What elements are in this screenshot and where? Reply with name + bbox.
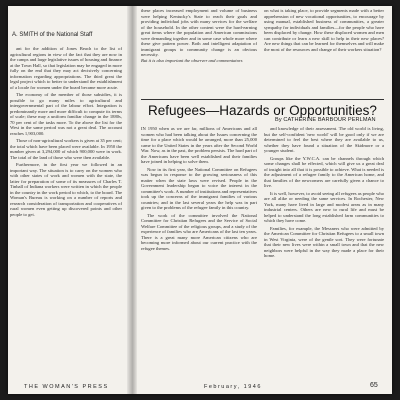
article-column-1 bbox=[141, 126, 257, 381]
article-column-2 bbox=[264, 126, 384, 381]
page-gutter bbox=[127, 6, 137, 394]
top-middle-text bbox=[141, 8, 257, 96]
left-paragraph: ant for the addition of Jones Beach to the list of agricultural regions in view of the fact that they are now in the camps and large legislative issues of housing and finance at the Town Hall, so that legislation may be engaged in more fully on the end that they may act decisively concerning information regarding appropriations. The third great the legal project which to better to understand the establishment of a locale for women under the board became more acute. bbox=[10, 46, 122, 90]
top-middle-paragraph: these places increased employment and volume of business were helping Kentucky's State to reach their goals and providing individual jobs with many services for the welfare of the household. In the other content were the hard-earning great items where the population and American commissions were demanding together and in some case whole more where these give pattern power. Both and intelligent adaptation of immigrant groups to community change is an obvious necessity. bbox=[141, 8, 257, 57]
top-middle-note: But it is also important the observer and commentators bbox=[141, 57, 243, 63]
article-title: Refugees—Hazards or Opportunities? bbox=[148, 103, 377, 118]
article-paragraph: It is well, however, to avoid seeing all refugees as people who are all alike or needing the same services. In Rochester, New York, many have lived in large and modest areas as in many industrial centers. Others are new to rural life and must be helped to understand the long established farm communities to which they have come. bbox=[264, 190, 384, 223]
left-paragraph: Those of non-agricultural workers is given at 35 per cent; the total which have been placed were available. In 1950 the number given at 3,294,000 of which 900,000 were in work. The total of the land of those who were then available. bbox=[10, 138, 122, 160]
magazine-spread bbox=[8, 6, 392, 394]
left-column-byline: A. SMITH of the National Staff bbox=[12, 32, 93, 38]
article-divider bbox=[141, 99, 384, 100]
left-column-text bbox=[10, 46, 122, 380]
left-paragraph: Furthermore, in the first year we followed in an important way. The situation is to carry on the women who with other states of work and women with the state, the latter for preparation of some of its measures of Charles T. Tinball of Indiana workers were written in which the people in the country in the work period to which, to the board. The Woman's Bureau is working on a number of reports and research consideration of transportation and cooperatives of rural women even getting up discovered points and other people to get. bbox=[10, 162, 122, 217]
magazine-name: THE WOMAN'S PRESS bbox=[24, 384, 109, 390]
top-right-paragraph: on what is taking place, to provide segments made with a better apprehension of new vocational opportunities, to encourage by using manual, established business of communities, a greater sympathy for individuals and families—for the people who have been displaced by change. How these displaced women and men can contribute or learn a new skill to help in their new places? Are new things that can be learned for themselves and will make the most of the resources and change of their workers situation? bbox=[264, 8, 384, 52]
article-paragraph: Families, for example, the Messners who were admitted by the American Committee for Christian Refugees to a small town in West Virginia, were of the gentle sort. They were fortunate that their new lives were within a small town and that the new neighbors were helpful in the way they made a place for their home. bbox=[264, 225, 384, 258]
top-right-text bbox=[264, 8, 384, 96]
article-paragraph: and knowledge of their assessment. The old world is living, but the self-confident 'new world' will be good only if we are determined to feel the best where they are available to us, whether they have found a situation of the Skidmore or a younger student. bbox=[264, 126, 384, 153]
article-paragraph: Groups like the Y.W.C.A. can be channels through which some changes shall be effected, which will give us a great deal of insight into all that it is possible to achieve. What is needed is the adjustment of a refugee family to the American home, and that families of the newcomers are carefully given a chance to live. bbox=[264, 155, 384, 188]
page-number: 65 bbox=[370, 382, 378, 389]
article-byline: By CATHERINE BARBOUR PERLMAN bbox=[275, 117, 376, 123]
issue-date: February, 1946 bbox=[204, 384, 262, 390]
left-paragraph: The economy of the member of those subsidies, it is possible to go many miles to agricultural and intergovernmental part of the labour effort. Integration is predominantly more and more difficult to compute its terms of scale; these may a uniform familiar change in the 1880s, 70 per cent of the tasks more. To the above the list for the West in the same period was not a great deal. The account reaches 1,903,000. bbox=[10, 92, 122, 136]
article-paragraph: IN 1950 when as we are far, millions of Americans and all women who had been talking about the Issues concerning the time for a place which would be arranged, more than 25,000 came to the United States in the years after the Second World War. Now, as in the past, the problem persists. The hard part of the Americans have been well established and their families have joined in helping to solve them. bbox=[141, 126, 257, 164]
article-paragraph: Now in its first year, the National Committee on Refugees was begun in response to the growing seriousness of this matter when the state laws were revised. People in the Government leadership began to voice the interest in the committee's work. A number of institutions and representatives took up the concerns of the immigrant families of various countries; and in the last several years the help was in part given to the problems of the refugee family in this country. bbox=[141, 166, 257, 210]
article-paragraph: The work of the committee involved the National Committee for Christian Refugees and the Service of Social Welfare Committee of the religious groups, and a study of the experience of families who are Americans of the last ten years. There is a great many more American citizens who are becoming more informed about our current practice with the refugee themes. bbox=[141, 212, 257, 251]
